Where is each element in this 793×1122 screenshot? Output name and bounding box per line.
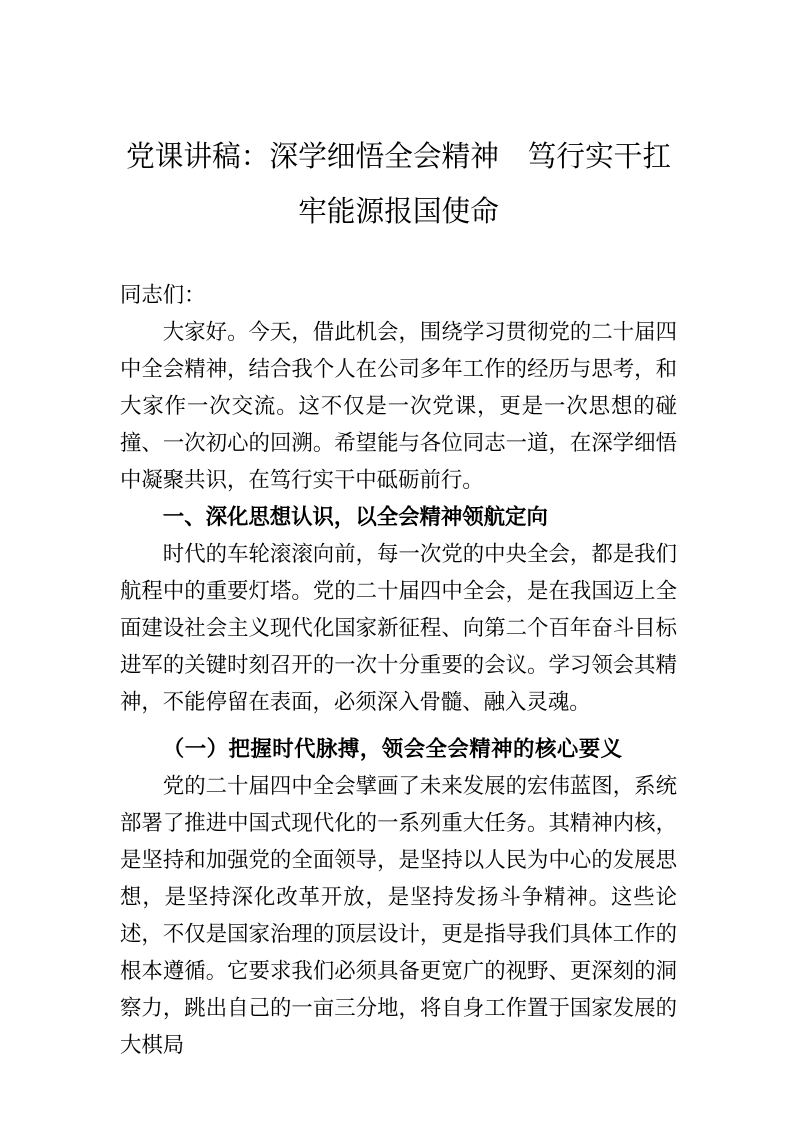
subsection-1-1-paragraph: 党的二十届四中全会擘画了未来发展的宏伟蓝图，系统部署了推进中国式现代化的一系列重大任务。其精神内核，是坚持和加强党的全面领导，是坚持以人民为中心的发展思想，是坚持深化改革开放，是坚持发扬斗争精神。这些论述，不仅是国家治理的顶层设计，更是指导我们具体工作的根本遵循。它要求我们必须具备更宽广的视野、更深刻的洞察力，跳出自己的一亩三分地，将自身工作置于国家发展的大棋局 bbox=[120, 774, 677, 1057]
opening-paragraph: 大家好。今天，借此机会，围绕学习贯彻党的二十届四中全会精神，结合我个人在公司多年工作的经历与思考，和大家作一次交流。这不仅是一次党课，更是一次思想的碰撞、一次初心的回溯。希望能与各位同志一道，在深学细悟中凝聚共识，在笃行实干中砥砺前行。 bbox=[120, 320, 677, 492]
document-title: 党课讲稿：深学细悟全会精神 笃行实干扛牢能源报国使命 bbox=[125, 141, 672, 228]
salutation: 同志们： bbox=[120, 283, 206, 307]
section-1-paragraph: 时代的车轮滚滚向前，每一次党的中央全会，都是我们航程中的重要灯塔。党的二十届四中全会，是在我国迈上全面建设社会主义现代化国家新征程、向第二个百年奋斗目标进军的关键时刻召开的一次十分重要的会议。学习领会其精神，不能停留在表面，必须深入骨髓、融入灵魂。 bbox=[120, 542, 677, 714]
subsection-1-1-heading: （一）把握时代脉搏，领会全会精神的核心要义 bbox=[162, 737, 623, 761]
section-1-heading: 一、深化思想认识，以全会精神领航定向 bbox=[162, 505, 548, 530]
